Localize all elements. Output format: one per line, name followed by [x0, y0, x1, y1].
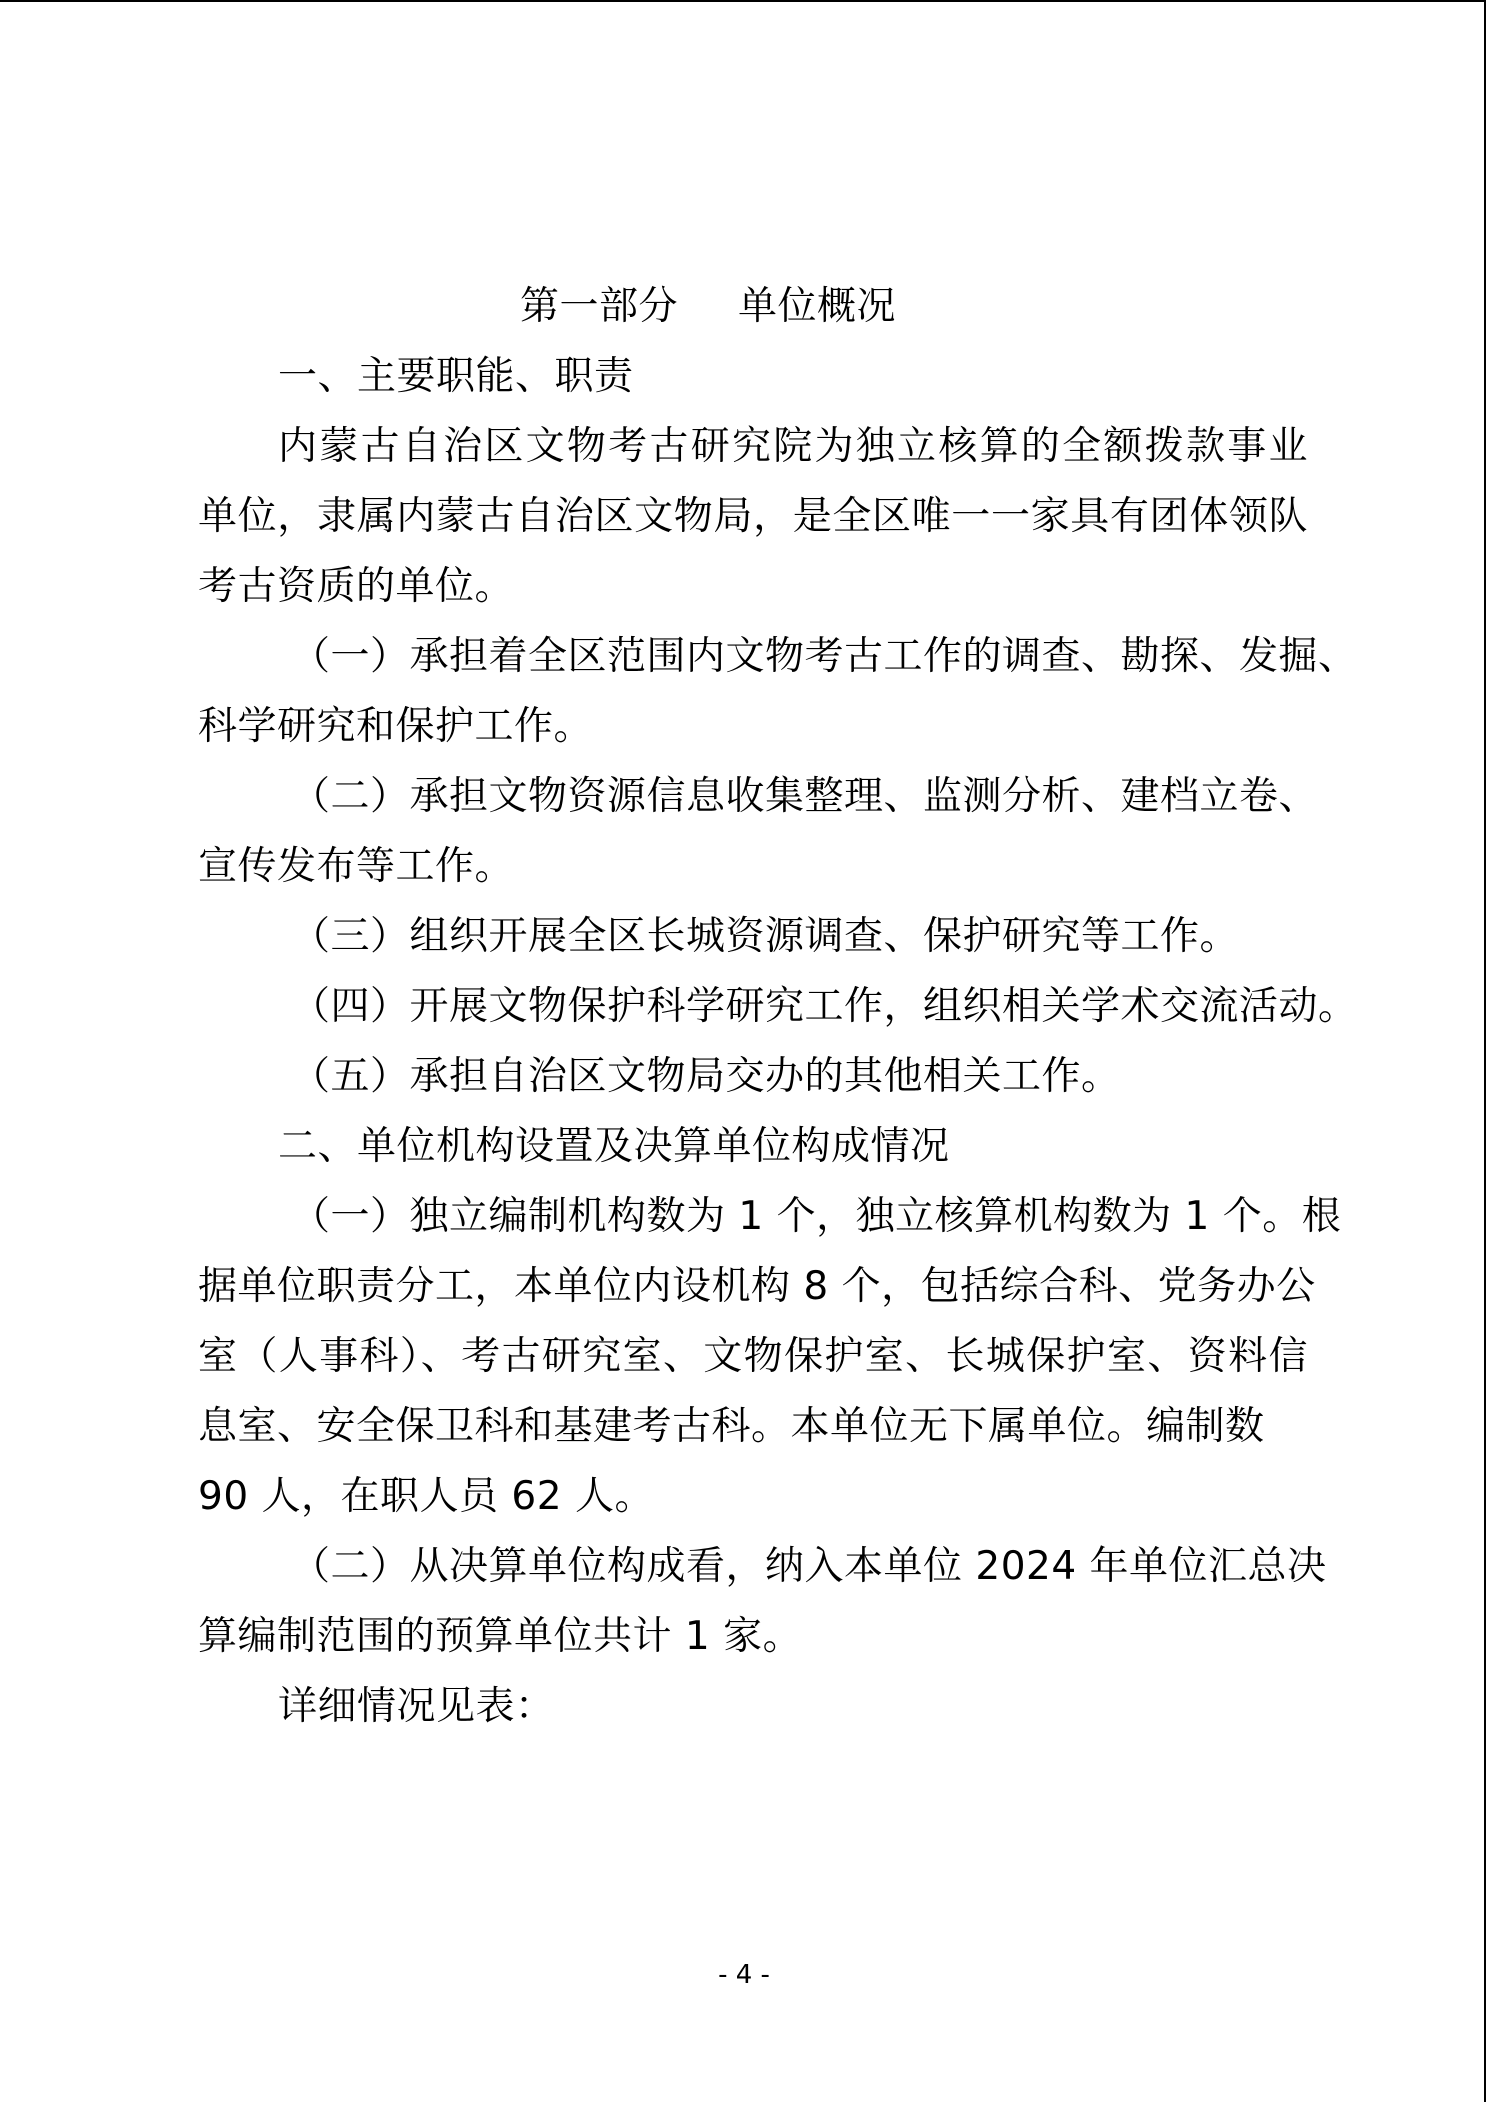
- text-line: 单位，隶属内蒙古自治区文物局，是全区唯一一家具有团体领队: [198, 494, 1308, 539]
- text-line: （二）从决算单位构成看，纳入本单位 2024 年单位汇总决: [291, 1544, 1327, 1589]
- text-line: 90 人，在职人员 62 人。: [198, 1474, 654, 1519]
- text-line: （四）开展文物保护科学研究工作，组织相关学术交流活动。: [291, 984, 1358, 1029]
- text-line: 算编制范围的预算单位共计 1 家。: [198, 1614, 803, 1659]
- text-line: 室（人事科）、考古研究室、文物保护室、长城保护室、资料信: [198, 1334, 1308, 1379]
- text-line: 息室、安全保卫科和基建考古科。本单位无下属单位。编制数: [198, 1404, 1265, 1449]
- text-line: （一）独立编制机构数为 1 个，独立核算机构数为 1 个。根: [291, 1194, 1342, 1239]
- text-line: 考古资质的单位。: [198, 564, 515, 609]
- section-title: [198, 272, 1308, 342]
- text-line: （一）承担着全区范围内文物考古工作的调查、勘探、发掘、: [291, 634, 1358, 679]
- document-body: [198, 272, 1358, 1742]
- text-line: 二、单位机构设置及决算单位构成情况: [278, 1124, 950, 1169]
- text-line: 科学研究和保护工作。: [198, 704, 594, 749]
- text-line: （二）承担文物资源信息收集整理、监测分析、建档立卷、: [291, 774, 1319, 819]
- title-name: 单位概况: [738, 284, 897, 329]
- text-line: 内蒙古自治区文物考古研究院为独立核算的全额拨款事业: [278, 424, 1308, 469]
- text-line: 宣传发布等工作。: [198, 844, 515, 889]
- paragraph-lines: [198, 342, 1358, 1742]
- text-line: 一、主要职能、职责: [278, 354, 634, 399]
- title-part: 第一部分: [519, 284, 678, 329]
- text-line: 据单位职责分工，本单位内设机构 8 个，包括综合科、党务办公: [198, 1264, 1316, 1309]
- text-line: 详细情况见表：: [278, 1684, 555, 1729]
- page-number: - 4 -: [718, 1960, 770, 1990]
- text-line: （五）承担自治区文物局交办的其他相关工作。: [291, 1054, 1121, 1099]
- text-line: （三）组织开展全区长城资源调查、保护研究等工作。: [291, 914, 1240, 959]
